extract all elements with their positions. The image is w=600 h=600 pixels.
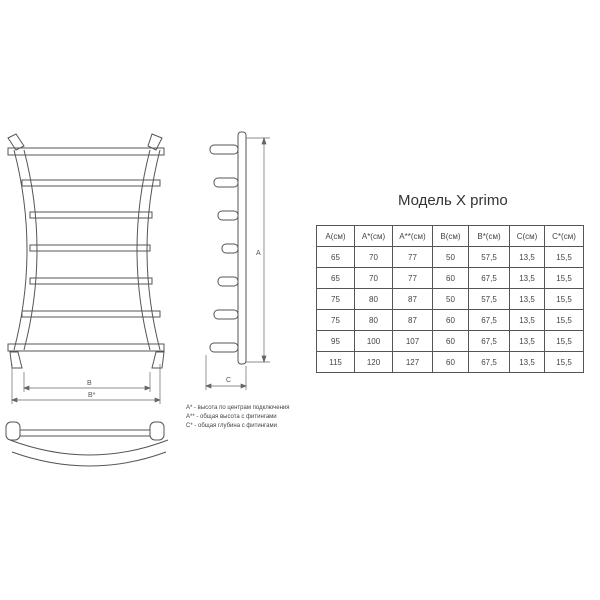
- column-header: B*(см): [469, 226, 510, 247]
- table-cell: 80: [355, 289, 393, 310]
- table-cell: 15,5: [545, 289, 584, 310]
- table-cell: 77: [393, 268, 433, 289]
- table-cell: 95: [317, 331, 355, 352]
- table-cell: 77: [393, 247, 433, 268]
- crossbar: [8, 344, 164, 351]
- dim-c-label: C: [226, 377, 232, 384]
- crossbar: [30, 212, 152, 218]
- table-cell: 65: [317, 247, 355, 268]
- table-row: [317, 352, 584, 373]
- legend-item: A* - высота по центрам подключения: [186, 405, 290, 411]
- top-view: [6, 422, 168, 466]
- front-view: [8, 134, 164, 368]
- column-header: C(см): [510, 226, 545, 247]
- table-cell: 15,5: [545, 310, 584, 331]
- crossbar: [22, 311, 160, 317]
- crossbar: [30, 278, 152, 284]
- table-cell: 67,5: [469, 352, 510, 373]
- dim-a-label: A: [256, 250, 261, 257]
- model-title: Модель X primo: [398, 192, 508, 209]
- table-cell: 107: [393, 331, 433, 352]
- table-cell: 120: [355, 352, 393, 373]
- table-row: [317, 268, 584, 289]
- legend: [186, 404, 296, 431]
- side-view: [210, 132, 246, 364]
- table-cell: 13,5: [510, 247, 545, 268]
- table-cell: 13,5: [510, 310, 545, 331]
- dim-b-star-label: B*: [88, 392, 96, 399]
- table-cell: 13,5: [510, 352, 545, 373]
- table-row: [317, 310, 584, 331]
- column-header: A**(см): [393, 226, 433, 247]
- table-cell: 60: [433, 310, 469, 331]
- table-cell: 115: [317, 352, 355, 373]
- table-cell: 80: [355, 310, 393, 331]
- legend-item: C* - общая глубина с фитингами: [186, 423, 277, 429]
- table-cell: 15,5: [545, 268, 584, 289]
- table-cell: 75: [317, 310, 355, 331]
- table-header-row: [317, 226, 584, 247]
- table-cell: 15,5: [545, 352, 584, 373]
- table-row: [317, 247, 584, 268]
- table-cell: 60: [433, 352, 469, 373]
- table-cell: 15,5: [545, 247, 584, 268]
- table-cell: 13,5: [510, 289, 545, 310]
- table-cell: 127: [393, 352, 433, 373]
- table-cell: 13,5: [510, 331, 545, 352]
- bottom-right-end: [152, 352, 164, 368]
- table-cell: 70: [355, 268, 393, 289]
- table-cell: 70: [355, 247, 393, 268]
- table-cell: 65: [317, 268, 355, 289]
- table-cell: 67,5: [469, 331, 510, 352]
- crossbar: [30, 245, 150, 251]
- table-cell: 87: [393, 310, 433, 331]
- table-cell: 50: [433, 247, 469, 268]
- column-header: A*(см): [355, 226, 393, 247]
- column-header: B(см): [433, 226, 469, 247]
- spec-table: [316, 225, 584, 373]
- table-cell: 57,5: [469, 289, 510, 310]
- table-cell: 100: [355, 331, 393, 352]
- width-dimensions: [12, 364, 160, 404]
- column-header: A(см): [317, 226, 355, 247]
- table-cell: 15,5: [545, 331, 584, 352]
- table-cell: 60: [433, 268, 469, 289]
- table-cell: 50: [433, 289, 469, 310]
- side-fittings: [210, 145, 238, 352]
- table-cell: 87: [393, 289, 433, 310]
- column-header: C*(см): [545, 226, 584, 247]
- dim-b-label: B: [87, 380, 92, 387]
- table-cell: 60: [433, 331, 469, 352]
- table-row: [317, 289, 584, 310]
- legend-item: A** - общая высота с фитингами: [186, 414, 277, 420]
- crossbar: [22, 180, 160, 186]
- table-cell: 67,5: [469, 310, 510, 331]
- table-row: [317, 331, 584, 352]
- table-cell: 75: [317, 289, 355, 310]
- table-cell: 67,5: [469, 268, 510, 289]
- table-cell: 13,5: [510, 268, 545, 289]
- crossbar: [8, 148, 164, 155]
- table-cell: 57,5: [469, 247, 510, 268]
